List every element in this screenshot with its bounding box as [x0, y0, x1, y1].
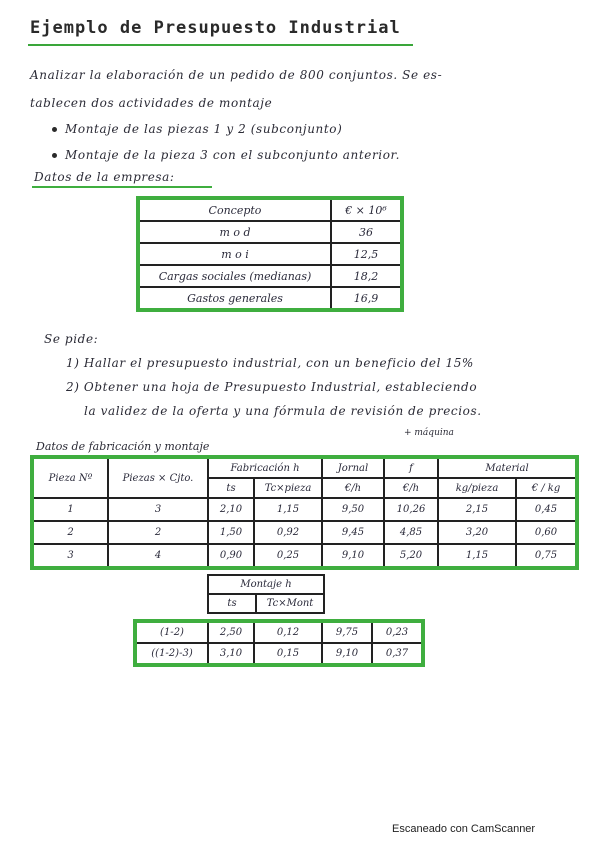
- header-material: Material: [438, 457, 577, 478]
- header-concepto: Concepto: [138, 198, 331, 221]
- cell: 2,10: [208, 498, 254, 521]
- header-fabricacion: Fabricación h: [208, 457, 322, 478]
- bullet-dot: [52, 153, 57, 158]
- cell: 9,50: [322, 498, 384, 521]
- bullet-text: Montaje de la pieza 3 con el subconjunto anterior.: [65, 148, 400, 162]
- company-heading-underline: [32, 186, 212, 188]
- table-row: [138, 287, 402, 310]
- cell: 0,25: [254, 544, 322, 568]
- header-eur-kg: € / kg: [516, 478, 577, 498]
- ask-item-1: 1) Hallar el presupuesto industrial, con un beneficio del 15%: [66, 356, 474, 370]
- cell: 10,26: [384, 498, 438, 521]
- cell: m o d: [138, 221, 331, 243]
- cell: 2: [108, 521, 208, 544]
- cell: Cargas sociales (medianas): [138, 265, 331, 287]
- manufacturing-table: [30, 455, 579, 570]
- header-kg-pieza: kg/pieza: [438, 478, 516, 498]
- intro-line-1: Analizar la elaboración de un pedido de 800 conjuntos. Se es-: [30, 68, 443, 82]
- header-jornal-unit: €/h: [322, 478, 384, 498]
- machine-note: + máquina: [404, 428, 454, 438]
- cell: 1,50: [208, 521, 254, 544]
- table-row: [135, 621, 423, 643]
- cell: 0,75: [516, 544, 577, 568]
- intro-line-2: tablecen dos actividades de montaje: [30, 96, 273, 110]
- assembly-group-header-row: [208, 575, 324, 594]
- cell: (1-2): [135, 621, 208, 643]
- cell: 9,10: [322, 643, 372, 665]
- cell: 18,2: [331, 265, 402, 287]
- page-title: Ejemplo de Presupuesto Industrial: [30, 18, 401, 38]
- header-ts: ts: [208, 594, 256, 613]
- table-row: [138, 243, 402, 265]
- cell: 0,60: [516, 521, 577, 544]
- cell: 0,45: [516, 498, 577, 521]
- cell: 0,90: [208, 544, 254, 568]
- cell: 12,5: [331, 243, 402, 265]
- assembly-table: [133, 619, 425, 667]
- asks-intro: Se pide:: [44, 332, 99, 346]
- cell: 4: [108, 544, 208, 568]
- cell: 0,15: [254, 643, 322, 665]
- cell: 4,85: [384, 521, 438, 544]
- header-montaje: Montaje h: [208, 575, 324, 594]
- header-piezas-cjto: Piezas × Cjto.: [108, 457, 208, 498]
- header-f: f: [384, 457, 438, 478]
- manufacturing-heading: Datos de fabricación y montaje: [36, 440, 210, 453]
- title-underline: [28, 44, 413, 46]
- cell: 1,15: [438, 544, 516, 568]
- cell: 3,20: [438, 521, 516, 544]
- cell: 36: [331, 221, 402, 243]
- cell: Gastos generales: [138, 287, 331, 310]
- ask-item-3: la validez de la oferta y una fórmula de revisión de precios.: [84, 404, 482, 418]
- table-row: [138, 265, 402, 287]
- cell: 2,15: [438, 498, 516, 521]
- bullet-item-2: [52, 148, 400, 162]
- header-tc-mont: Tc×Mont: [256, 594, 324, 613]
- cell: 16,9: [331, 287, 402, 310]
- group-header-row: [32, 457, 577, 478]
- cell: 9,10: [322, 544, 384, 568]
- cell: 1: [32, 498, 108, 521]
- table-row: [32, 521, 577, 544]
- cell: 9,45: [322, 521, 384, 544]
- header-tc-pieza: Tc×pieza: [254, 478, 322, 498]
- cell: ((1-2)-3): [135, 643, 208, 665]
- table-header-row: [138, 198, 402, 221]
- table-row: [135, 643, 423, 665]
- cell: 2,50: [208, 621, 254, 643]
- cell: 0,23: [372, 621, 423, 643]
- table-row: [32, 544, 577, 568]
- cell: 1,15: [254, 498, 322, 521]
- cell: 0,12: [254, 621, 322, 643]
- cell: m o i: [138, 243, 331, 265]
- header-f-unit: €/h: [384, 478, 438, 498]
- cell: 0,37: [372, 643, 423, 665]
- header-value: € × 10⁶: [331, 198, 402, 221]
- cell: 9,75: [322, 621, 372, 643]
- header-pieza: Pieza Nº: [32, 457, 108, 498]
- cell: 0,92: [254, 521, 322, 544]
- cell: 5,20: [384, 544, 438, 568]
- company-data-table: [136, 196, 404, 312]
- bullet-dot: [52, 127, 57, 132]
- header-jornal: Jornal: [322, 457, 384, 478]
- bullet-item-1: [52, 122, 342, 136]
- header-ts: ts: [208, 478, 254, 498]
- table-row: [138, 221, 402, 243]
- assembly-header-table: [207, 574, 325, 614]
- cell: 3: [108, 498, 208, 521]
- ask-item-2: 2) Obtener una hoja de Presupuesto Industrial, estableciendo: [66, 380, 478, 394]
- scanner-watermark: Escaneado con CamScanner: [392, 823, 536, 835]
- assembly-sub-header-row: [208, 594, 324, 613]
- company-heading: Datos de la empresa:: [34, 170, 175, 184]
- cell: 3,10: [208, 643, 254, 665]
- table-row: [32, 498, 577, 521]
- bullet-text: Montaje de las piezas 1 y 2 (subconjunto): [65, 122, 343, 136]
- cell: 2: [32, 521, 108, 544]
- cell: 3: [32, 544, 108, 568]
